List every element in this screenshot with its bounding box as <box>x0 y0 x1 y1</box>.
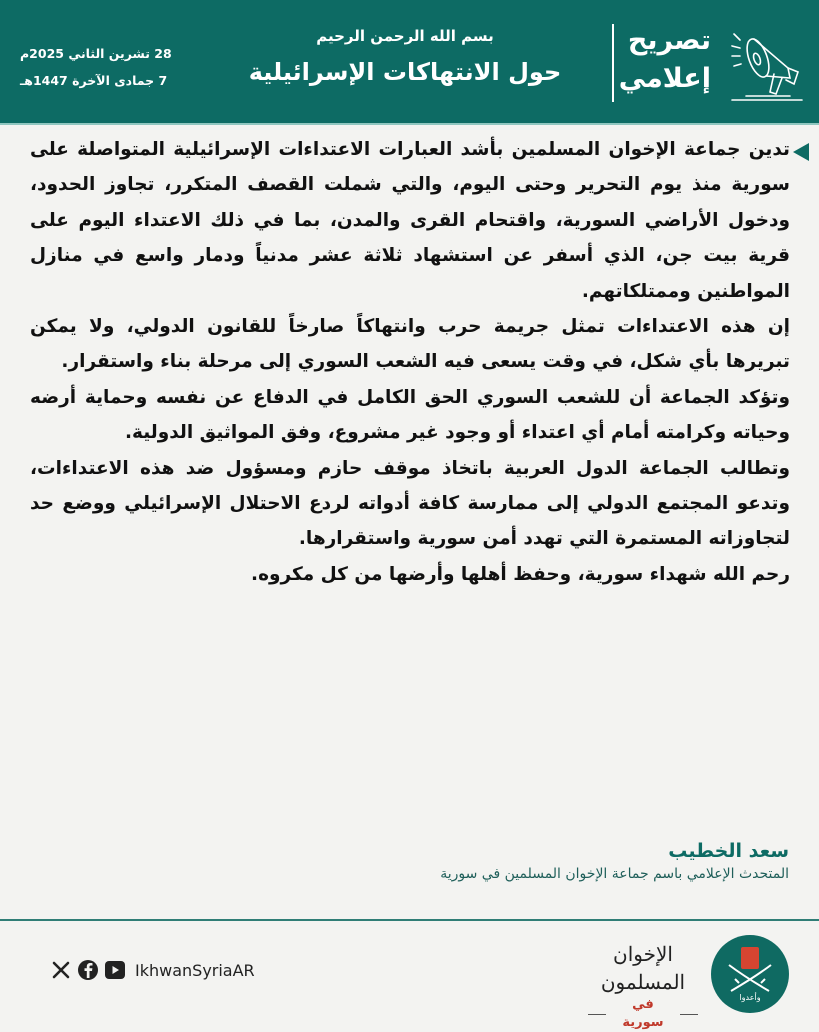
megaphone-icon <box>728 22 804 104</box>
page-title: حول الانتهاكات الإسرائيلية <box>248 58 562 86</box>
social-links <box>50 958 255 982</box>
body-paragraph: تدين جماعة الإخوان المسلمين بأشد العبارات الاعتداءات الإسرائيلية المتواصلة على سورية منذ يوم التحرير وحتى اليوم، والتي شملت القصف المتكرر، تجاوز الحدود، ودخول الأراضي السورية، واقتحام القرى والمدن، بما في ذلك الاعتداء اليوم على قرية بيت جن، الذي أسفر عن استشهاد ثلاثة عشر مدنياً ودمار واسع في منازل المواطنين وممتلكاتهم. <box>30 139 790 302</box>
logo-main-text: الإخوان المسلمون <box>600 942 686 994</box>
organization-logo-text <box>588 940 698 1032</box>
header-divider <box>612 24 614 102</box>
social-handle[interactable]: IkhwanSyriaAR <box>135 960 255 980</box>
body-paragraph: وتطالب الجماعة الدول العربية باتخاذ موقف حازم ومسؤول ضد هذه الاعتداءات، وتدعو المجتمع الدولي إلى ممارسة كافة أدواته لردع الاحتلال الإسرائيلي ووضع حد لتجاوزاته المستمرة التي تهدد أمن سورية واستقرارها. <box>30 457 790 550</box>
x-icon[interactable] <box>50 959 72 981</box>
footer-divider <box>0 919 819 921</box>
header-banner <box>0 0 819 125</box>
header-dates <box>20 40 200 94</box>
youtube-icon[interactable] <box>104 959 126 981</box>
header-center <box>215 22 595 92</box>
signature-block <box>289 838 789 884</box>
body-paragraph: وتؤكد الجماعة أن للشعب السوري الحق الكامل في الدفاع عن نفسه وحماية أرضه وحياته وكرامته أمام أي اعتداء أو وجود غير مشروع، وفق المواثيق الدولية. <box>30 386 790 444</box>
logo-dash <box>680 1014 698 1015</box>
statement-body <box>30 132 790 592</box>
logo-sub-text: في سورية <box>622 997 664 1030</box>
logo-sub <box>588 996 698 1032</box>
date-hijri: 7 جمادى الآخرة 1447هـ <box>20 73 168 88</box>
crossed-swords-icon <box>725 963 775 995</box>
basmala: بسم الله الرحمن الرحيم <box>316 27 494 45</box>
paragraph-marker-icon <box>793 143 809 161</box>
signatory-name: سعد الخطيب <box>668 840 789 862</box>
statement-label-line1: تصريح <box>627 25 711 56</box>
body-paragraph: رحم الله شهداء سورية، وحفظ أهلها وأرضها من كل مكروه. <box>251 563 790 585</box>
signatory-role: المتحدث الإعلامي باسم جماعة الإخوان المسلمين في سورية <box>440 866 789 882</box>
facebook-icon[interactable] <box>77 959 99 981</box>
date-gregorian: 28 تشرين الثاني 2025م <box>20 46 172 61</box>
body-paragraph: إن هذه الاعتداءات تمثل جريمة حرب وانتهاكاً صارخاً للقانون الدولي، ولا يمكن تبريرها بأي شكل، في وقت يسعى فيه الشعب السوري إلى مرحلة بناء واستقرار. <box>30 316 790 373</box>
statement-label-line2: إعلامي <box>618 63 711 94</box>
organization-emblem <box>711 935 789 1013</box>
statement-label <box>618 22 711 98</box>
logo-dash <box>588 1014 606 1015</box>
emblem-motto: وأعدوا <box>739 993 761 1002</box>
